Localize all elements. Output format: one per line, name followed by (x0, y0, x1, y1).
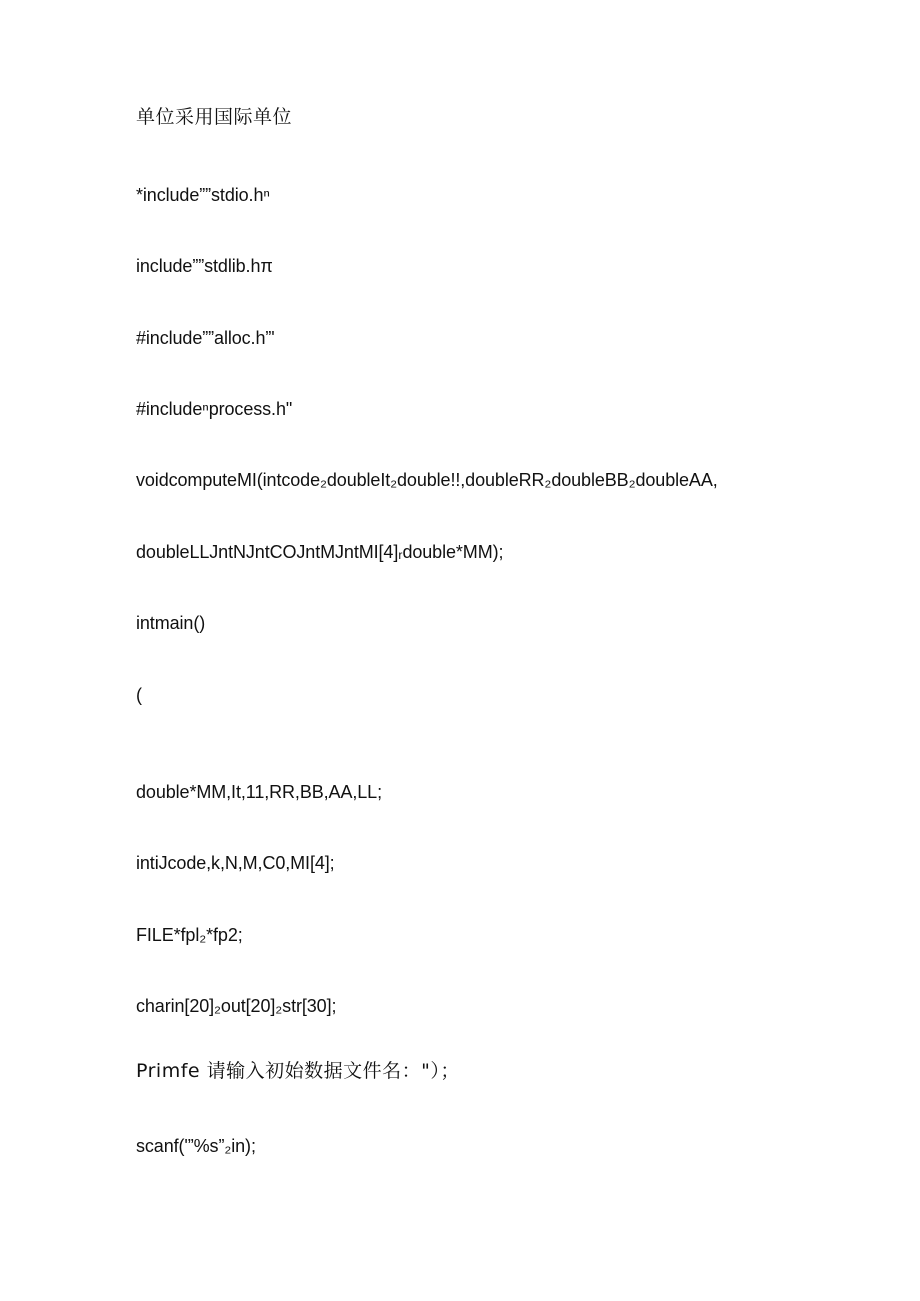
code-line-function-declaration: voidcomputeMI(intcode₂doubleIt₂double!!,doubleRR₂doubleBB₂doubleAA, (136, 470, 718, 490)
code-line-include-alloc: #include””alloc.h”' (136, 328, 275, 348)
code-line-function-params: doubleLLJntNJntCOJntMJntMI[4]ᵣdouble*MM); (136, 542, 504, 562)
code-line-scanf: scanf('”%s”₂in); (136, 1136, 256, 1156)
code-line-char-arrays: charin[20]₂out[20]₂str[30]; (136, 996, 337, 1016)
code-line-include-process: #includeⁿprocess.h" (136, 399, 293, 419)
code-line-main: intmain() (136, 613, 206, 633)
code-line-file-pointers: FILE*fpl₂*fp2; (136, 925, 243, 945)
code-line-open-brace: ( (136, 685, 142, 705)
code-line-printf-prompt: Primfe 请输入初始数据文件名："）； (136, 1060, 460, 1082)
code-line-double-vars: double*MM,It,11,RR,BB,AA,LL; (136, 782, 382, 802)
code-line-include-stdio: *include””stdio.hⁿ (136, 185, 270, 205)
code-line-int-vars: intiJcode,k,N,M,C0,MI[4]; (136, 853, 335, 873)
document-heading: 单位采用国际单位 (136, 106, 293, 128)
code-line-include-stdlib: include””stdlib.hπ (136, 256, 273, 276)
